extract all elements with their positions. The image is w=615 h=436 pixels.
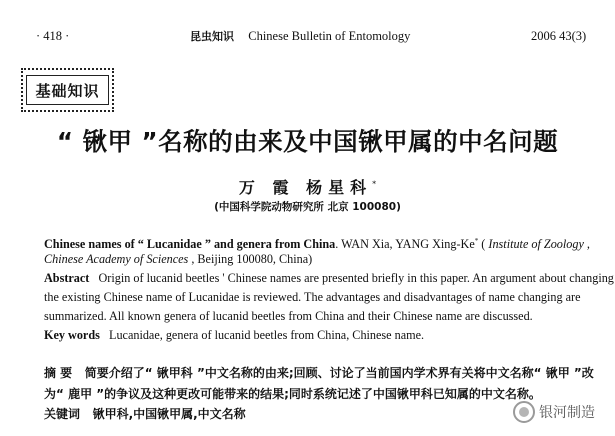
english-academy: Chinese Academy of Sciences [44,252,189,266]
journal-name-cn: 昆虫知识 [190,30,234,43]
abstract-line-2: the existing Chinese name of Lucanidae is reviewed. The advantages and disadvantages of name changing are [44,290,581,304]
section-label: 基础知识 [26,75,109,105]
cn-abstract-text-1: 简要介绍了“ 锹甲科 ”中文名称的由来;回顾、讨论了当前国内学术界有关将中文名称“ 锹甲 ”改 [84,366,594,380]
cn-keywords-line [44,405,246,422]
watermark-logo-icon [513,401,535,423]
watermark [513,401,595,423]
keywords-line [44,328,424,342]
author-footnote-mark: * [372,179,377,189]
english-author-mark: * [474,237,479,245]
cn-abstract-line-2: 为“ 鹿甲 ”的争议及这种更改可能带来的结果;同时系统记述了中国锹甲科已知属的中文名称。 [44,387,541,401]
english-title-line [44,234,590,251]
cn-keywords-label: 关键词 [44,407,81,421]
english-authors: . WAN Xia, YANG Xing-Ke [335,237,475,252]
cn-keywords-text: 锹甲科,中国锹甲属,中文名称 [92,407,246,421]
english-address-line [44,252,312,266]
english-institution: Institute of Zoology , [488,237,590,252]
keywords-text: Lucanidae, genera of lucanid beetles from China, Chinese name. [109,328,425,342]
section-badge [21,68,114,112]
cn-abstract-line-1 [44,364,594,381]
issue-info: 2006 43(3) [531,29,587,43]
journal-header [190,28,410,44]
journal-name-en: Chinese Bulletin of Entomology [248,29,411,43]
english-address: , Beijing 100080, China) [188,252,313,266]
abstract-text-1: Origin of lucanid beetles ' Chinese names are presented briefly in this paper. An argument about changing [98,271,614,285]
affiliation-cn: (中国科学院动物研究所 北京 100080) [214,201,401,213]
abstract-line-3: summarized. All known genera of lucanid beetles from China and their Chinese name are discussed. [44,309,533,323]
abstract-line-1 [44,271,614,285]
institution-open: ( [478,237,489,252]
english-title: Chinese names of “ Lucanidae ” and genera from China [44,237,336,252]
abstract-label: Abstract [44,271,90,285]
paper-title: “ 锹甲 ”名称的由来及中国锹甲属的中名问题 [56,127,559,156]
keywords-label: Key words [44,328,100,342]
authors-cn-names: 万 霞 杨星科 [238,178,373,197]
watermark-text: 银河制造 [539,405,595,421]
page-number: · 418 · [36,29,70,43]
authors-cn [0,175,615,198]
cn-abstract-label: 摘 要 [44,366,73,380]
